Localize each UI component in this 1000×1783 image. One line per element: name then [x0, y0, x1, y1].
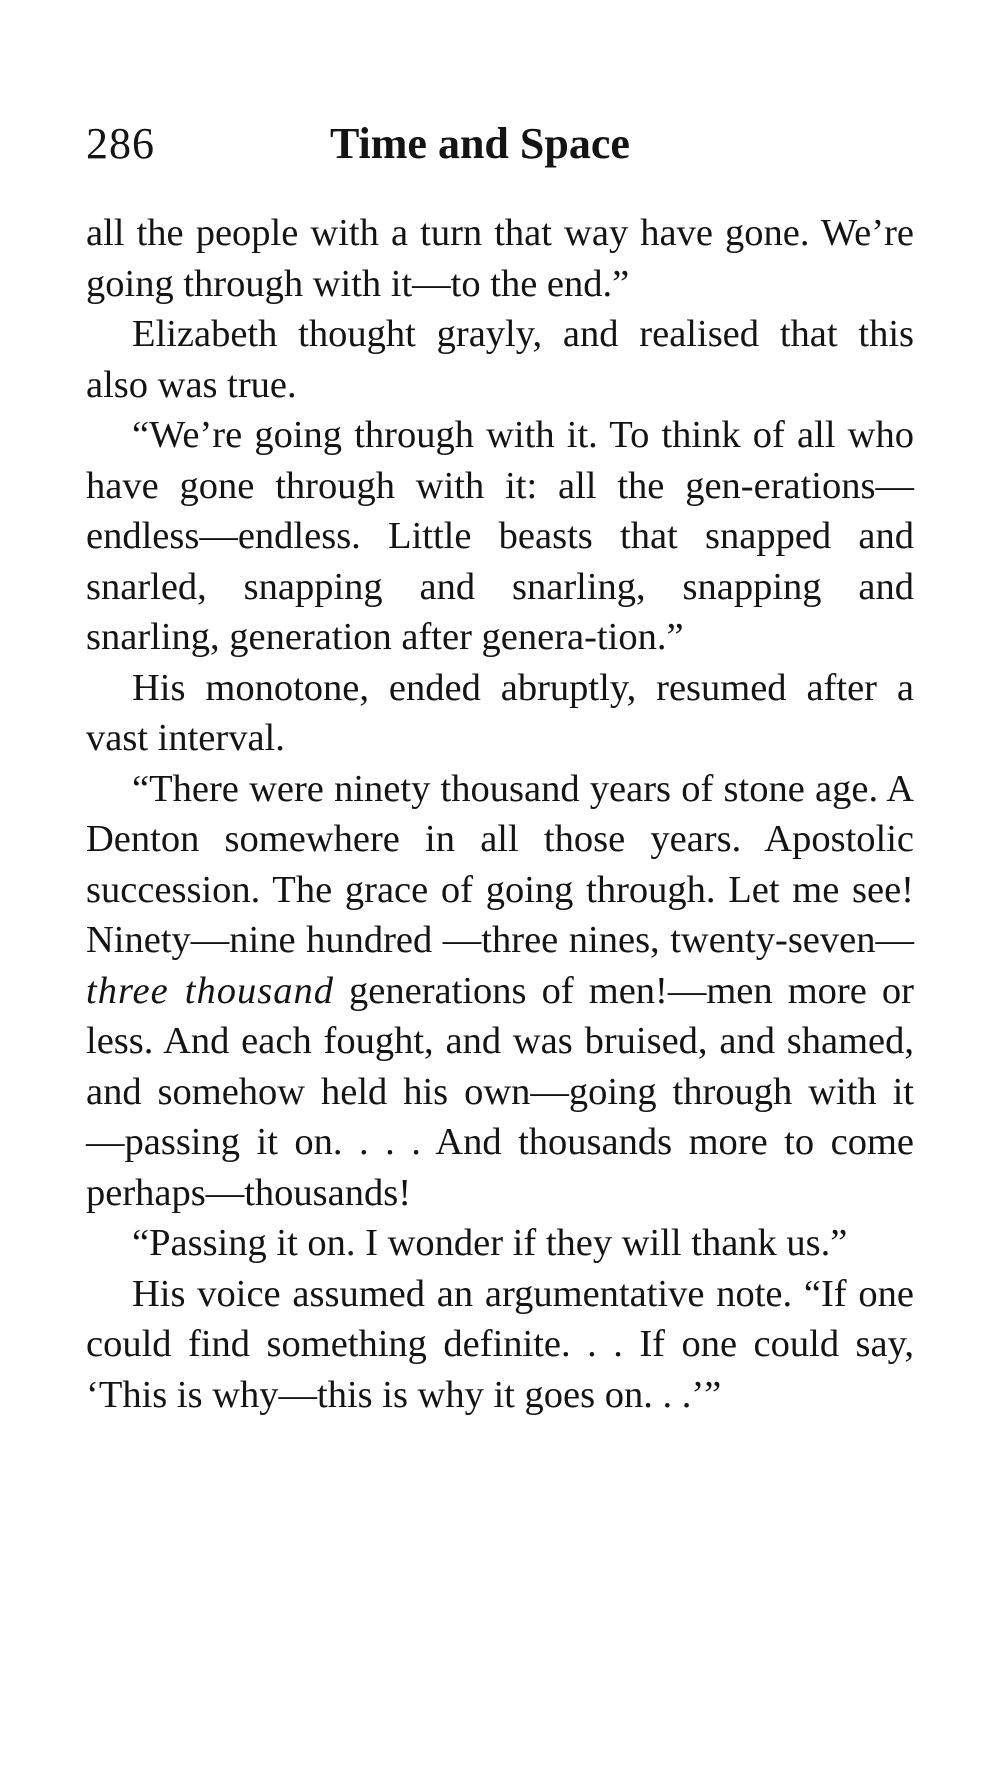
- emphasized-text: three thousand: [86, 969, 334, 1012]
- body-text: [86, 208, 914, 1420]
- running-title: Time and Space: [330, 119, 630, 168]
- paragraph: “Passing it on. I wonder if they will thank us.”: [132, 1222, 848, 1264]
- page-number: 286: [86, 119, 155, 168]
- paragraph: all the people with a turn that way have gone. We’re going through with it—to the end.”: [86, 212, 914, 305]
- paragraph: Elizabeth thought grayly, and realised that this also was true.: [86, 313, 914, 406]
- paragraph: “We’re going through with it. To think of all who have gone through with it: all the gen-erations—endless—endless. Little beasts that snapped and snarled, snapping and snarling, snapping and snarling, generation after genera-tion.”: [86, 414, 914, 658]
- paragraph: His voice assumed an argumentative note. “If one could find something definite. . . If one could say, ‘This is why—this is why it goes on. . .’”: [86, 1272, 914, 1416]
- paragraph: [86, 764, 914, 1219]
- paragraph-text: “There were ninety thousand years of stone age. A Denton somewhere in all those years. Apostolic succession. The grace of going through. Let me see! Ninety—nine hundred —three nines, twenty-seven—: [86, 767, 914, 961]
- page-header: [86, 118, 916, 178]
- paragraph: His monotone, ended abruptly, resumed after a vast interval.: [86, 666, 914, 759]
- paragraph-text: generations of men!—men more or less. And each fought, and was bruised, and shamed, and somehow held his own—going through with it —passing it on. . . . And thousands more to come perhaps—thousands!: [86, 969, 914, 1214]
